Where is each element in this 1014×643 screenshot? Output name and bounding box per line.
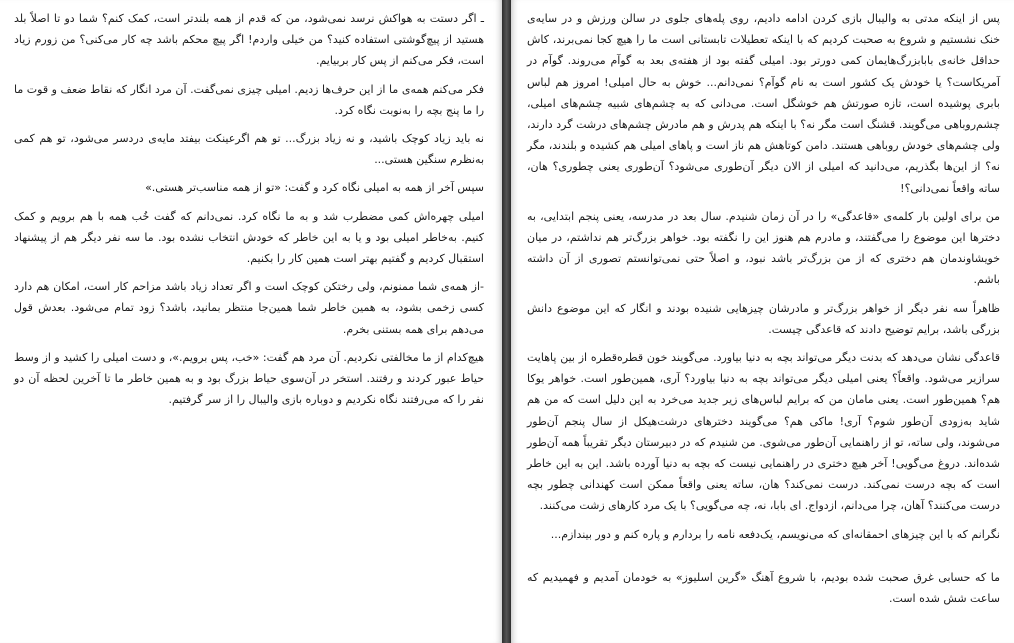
left-paragraph-5: امیلی چهره‌اش کمی مضطرب شد و به ما نگاه کرد. نمی‌دانم که گفت خُب همه با هم برویم و کمک کنیم. به‌خاطر امیلی بود و یا به این خاطر که خودش انتخاب نشده بود. ما سه نفر دیگر هم از پیشنهاد استقبال کردیم و گفتیم بهتر است همین کار را بکنیم.	[14, 209, 484, 266]
right-paragraph-6: ما که حسابی غرق صحبت شده بودیم، با شروع آهنگ «گرین اسلیوز» به خودمان آمدیم و فهمیدیم که ساعت شش شده است.	[527, 570, 1000, 606]
left-paragraph-3: نه باید زیاد کوچک باشید، و نه زیاد بزرگ... تو هم اگرعینکت بیفتد مایه‌ی دردسر می‌شود، تو هم کمی به‌نظرم سنگین هستی...	[14, 132, 484, 167]
left-paragraph-1: ـ اگر دستت به هواکش نرسد نمی‌شود، من که قدم از همه بلندتر است، کمک کنم؟ شما دو تا اصلاً بلد هستید از پیچ‌گوشتی استفاده کنید؟ من خیلی واردم! اگر پیچ محکم باشد چه کار می‌کنی؟ من زورم زیاد است، فکر می‌کنم از پس کار بربیایم.	[14, 12, 484, 68]
right-paragraph-1: پس از اینکه مدتی به والیبال بازی کردن ادامه دادیم، روی پله‌های جلوی در سالن ورزش و در سایه‌ی خنک نشستیم و شروع به صحبت کردیم که با اینکه تعطیلات تابستانی است ما را هیچ کجا نمی‌برند، کاش حداقل خانه‌ی بابابزرگ‌هایمان کمی دورتر بود. امیلی گفته بود از هفته‌ی بعد به گوآم می‌روند. گوآم در آمریکاست؟ یا خودش یک کشور است به نام گوآم؟ نمی‌دانم... خوش به حال امیلی! امروز هم لباس بابری پوشیده است، تازه صورتش هم خوشگل است. می‌دانی که به چشم‌های شبیه چشم‌های امیلی، چشم‌روباهی می‌گویند. قشنگ است مگر نه؟ با اینکه هم پدرش و هم مادرش چشم‌های درشت گرد دارند، ولی چشم‌های خودش روباهی هستند. دامن کوتاهش هم ناز است و پاهای امیلی هم کشیده و بلندند، مگر نه؟ از این‌ها بگذریم، می‌دانید که امیلی از الان دیگر آن‌طوری می‌شود؟ آن‌طوری یعنی چطوری؟ هان، ساته واقعاً نمی‌دانی؟!	[527, 12, 1000, 195]
right-paragraph-3: ظاهراً سه نفر دیگر از خواهر بزرگ‌تر و مادرشان چیزهایی شنیده بودند و انگار که این موضوع دانش بزرگی باشد، برایم توضیح دادند که قاعدگی چیست.	[527, 301, 1000, 336]
left-paragraph-7: هیچ‌کدام از ما مخالفتی نکردیم. آن مرد هم گفت: «خب، پس برویم.»، و دست امیلی را کشید و از وسط حیاط عبور کردند و رفتند. استخر در آن‌سوی حیاط بزرگ بود و به همین خاطر ما تا آخرین لحظه آن دو نفر را که می‌رفتند نگاه نکردیم و دوباره بازی والیبال را از سر گرفتیم.	[14, 350, 484, 407]
left-page	[0, 0, 502, 643]
left-paragraph-6: -از همه‌ی شما ممنونم، ولی رختکن کوچک است و اگر تعداد زیاد باشد مزاحم کار است، امکان هم دارد کسی زخمی بشود، به همین خاطر شما همین‌جا منتظر بمانید، باشد؟ زود تمام می‌شود. بعدش قول می‌دهم برای همه بستنی بخرم.	[14, 280, 484, 336]
book-gutter	[502, 0, 511, 643]
right-paragraph-4: قاعدگی نشان می‌دهد که بدنت دیگر می‌تواند بچه به دنیا بیاورد. می‌گویند خون قطره‌قطره از بین پاهایت سرازیر می‌شود. واقعاً؟ یعنی امیلی دیگر می‌تواند بچه به دنیا بیاورد؟ آری، همین‌طور است. خواهر یوکا هم؟ همین‌طور است. یعنی مامان من که برایم لباس‌های زیر جدید می‌خرد به این دلیل است که من هم شاید به‌زودی آن‌طور شوم؟ آری! ماکی هم؟ می‌گویند دخترهای درشت‌هیکل از سال پنجم آن‌طور می‌شوند، ولی ساته، تو از راهنمایی آن‌طور می‌شوی. من شنیدم که در دبیرستان دیگر تقریباً همه آن‌طور شده‌اند. دروغ می‌گویی! آخر هیچ دختری در راهنمایی نیست که بچه به دنیا آورده باشد. این به این خاطر است که بچه درست نمی‌کند. درست نمی‌کند؟ هان، ساته یعنی واقعاً ممکن است کهندانی چطور بچه درست می‌کنند؟ آهان، چرا می‌دانم، ازدواج. ای بابا، نه، چه می‌گویی؟ با یک مرد کارهای زشت می‌کنند.	[527, 351, 1000, 513]
right-page	[511, 0, 1014, 643]
left-paragraph-4: سپس آخر از همه به امیلی نگاه کرد و گفت: «تو از همه مناسب‌تر هستی.»	[145, 181, 484, 195]
right-paragraph-5: نگرانم که با این چیزهای احمقانه‌ای که می‌نویسم، یک‌دفعه نامه را بردارم و پاره کنم و دور بیندازم...	[550, 527, 1000, 541]
left-paragraph-2: فکر می‌کنم همه‌ی ما از این حرف‌ها زدیم. امیلی چیزی نمی‌گفت. آن مرد انگار که نقاط ضعف و قوت ما را ما پنج بچه را به‌نوبت نگاه کرد.	[14, 82, 484, 117]
right-paragraph-2: من برای اولین بار کلمه‌ی «قاعدگی» را در آن زمان شنیدم. سال بعد در مدرسه، یعنی پنجم ابتدایی، به دخترها این موضوع را می‌گفتند، و مادرم هم هنوز این را نگفته بود. خواهر بزرگ‌تر هم نداشتم، در میان خویشاوندمان هم دختری که از من بزرگ‌تر باشد نبود، و اصلاً حتی نمی‌توانستم تصوری از آن داشته باشم.	[527, 209, 1000, 287]
